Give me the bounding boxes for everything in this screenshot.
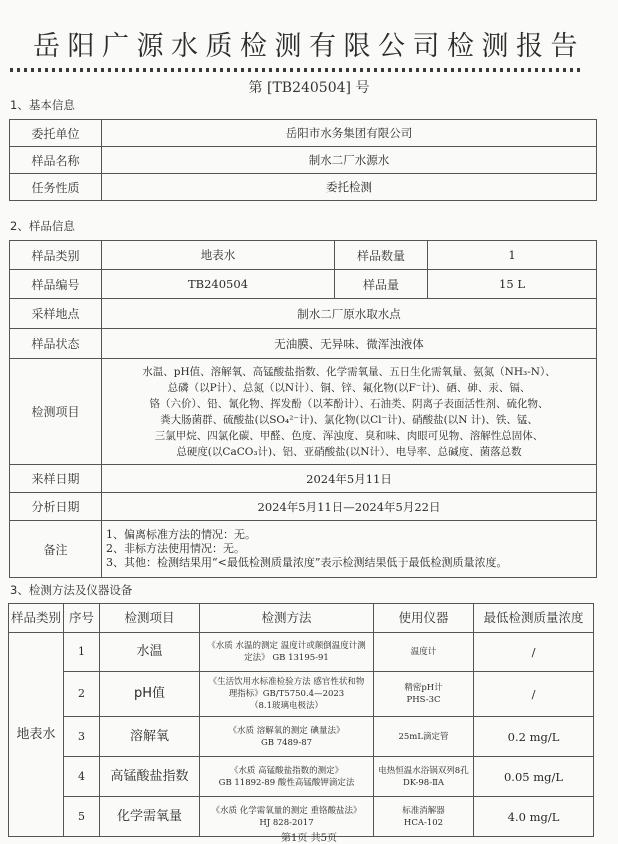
row-min-conc: 0.2 mg/L — [474, 717, 594, 757]
task-nature-label: 任务性质 — [10, 174, 102, 201]
method-line: 《水质 水温的测定 温度计或颠倒温度计测 — [207, 641, 366, 651]
header-min-conc: 最低检测质量浓度 — [474, 604, 594, 633]
instrument-line: 标准消解器 — [402, 805, 445, 816]
row-item: 溶解氧 — [100, 717, 200, 757]
instrument-line: 精密pH计 — [404, 683, 443, 693]
test-items-line: 水温、pH值、溶解氧、高锰酸盐指数、化学需氧量、五日生化需氧量、氨氮（NH₃-N）、 — [142, 365, 556, 378]
sample-count-label: 样品数量 — [335, 241, 428, 270]
table-row — [10, 521, 597, 578]
row-instrument — [374, 717, 474, 757]
header-sample-type: 样品类别 — [9, 604, 64, 633]
dotted-divider — [10, 68, 580, 72]
row-min-conc: 4.0 mg/L — [474, 797, 594, 837]
test-items-line: 总磷（以P计）、总氮（以N计）、铜、锌、氟化物(以F⁻计)、硒、砷、汞、镉、 — [167, 381, 531, 394]
sample-volume-value: 15 L — [428, 270, 597, 299]
client-value: 岳阳市水务集团有限公司 — [102, 120, 597, 147]
basic-info-table — [9, 119, 597, 201]
analysis-date-value: 2024年5月11日—2024年5月22日 — [102, 493, 597, 521]
row-no: 4 — [64, 757, 100, 797]
header-instrument: 使用仪器 — [374, 604, 474, 633]
remark-line: 3、其他：检测结果用“<最低检测质量浓度”表示检测结果低于最低检测质量浓度。 — [106, 556, 508, 569]
table-row — [10, 493, 597, 521]
method-line: 定法》 GB 13195-91 — [244, 653, 329, 663]
client-label: 委托单位 — [10, 120, 102, 147]
section-basic-info-title: 1、基本信息 — [10, 98, 75, 112]
instrument-line: HCA-102 — [403, 817, 444, 828]
table-header-row — [9, 604, 594, 633]
instrument-line: PHS-3C — [406, 695, 441, 705]
state-value: 无油膜、无异味、微浑浊液体 — [102, 329, 597, 359]
test-items-line: 总硬度(以CaCO₃计)、铝、亚硝酸盐(以N计）、电导率、总碱度、菌落总数 — [176, 445, 522, 458]
method-line: 《水质 高锰酸盐指数的测定》 — [229, 765, 344, 776]
page-indicator: 第1页 共5页 — [281, 833, 337, 844]
table-row — [10, 120, 597, 147]
method-line: 《水质 化学需氧量的测定 重铬酸盐法》 — [211, 805, 362, 816]
table-row — [9, 717, 594, 757]
table-row — [10, 299, 597, 329]
instrument-line: 电热恒温水浴锅双列8孔 — [378, 765, 469, 776]
method-line: GB 7489-87 — [260, 737, 313, 748]
method-line: HJ 828-2017 — [259, 817, 314, 828]
sample-id-value: TB240504 — [102, 270, 335, 299]
header-no: 序号 — [64, 604, 100, 633]
row-min-conc: / — [474, 633, 594, 672]
method-line: 《水质 溶解氧的测定 碘量法》 — [228, 725, 345, 736]
row-method — [200, 672, 374, 717]
sample-category-cell: 地表水 — [9, 633, 64, 837]
test-items-line: 铬（六价）、铅、氰化物、挥发酚（以苯酚计）、石油类、阴离子表面活性剂、硫化物、 — [149, 397, 549, 410]
row-item: 化学需氧量 — [100, 797, 200, 837]
location-value: 制水二厂原水取水点 — [102, 299, 597, 329]
table-row — [10, 465, 597, 493]
sample-type-label: 样品类别 — [10, 241, 102, 270]
sample-count-value: 1 — [428, 241, 597, 270]
table-row — [9, 757, 594, 797]
table-row — [10, 147, 597, 174]
methods-table — [8, 603, 594, 837]
remarks-label: 备注 — [10, 521, 102, 578]
row-instrument — [374, 672, 474, 717]
section-methods-title: 3、检测方法及仪器设备 — [10, 583, 133, 597]
test-items-value — [102, 359, 597, 465]
row-no: 5 — [64, 797, 100, 837]
method-line: 理指标》GB/T5750.4—2023 — [228, 689, 345, 699]
remarks-value — [102, 521, 597, 578]
state-label: 样品状态 — [10, 329, 102, 359]
row-no: 2 — [64, 672, 100, 717]
row-no: 1 — [64, 633, 100, 672]
test-items-line: 粪大肠菌群、硫酸盐(以SO₄²⁻计)、氯化物(以Cl⁻计)、硝酸盐(以N 计)、铁、锰、 — [160, 413, 538, 426]
method-line: （8.1玻璃电极法） — [249, 701, 324, 711]
row-min-conc: / — [474, 672, 594, 717]
remark-line: 1、偏离标准方法的情况：无。 — [106, 528, 256, 541]
row-item: pH值 — [100, 672, 200, 717]
table-row — [10, 270, 597, 299]
arrival-date-value: 2024年5月11日 — [102, 465, 597, 493]
sample-id-label: 样品编号 — [10, 270, 102, 299]
table-row — [10, 241, 597, 270]
method-line: GB 11892-89 酸性高锰酸钾滴定法 — [218, 777, 355, 788]
remark-line: 2、非标方法使用情况：无。 — [106, 542, 245, 555]
row-method — [200, 717, 374, 757]
table-row — [10, 329, 597, 359]
row-min-conc: 0.05 mg/L — [474, 757, 594, 797]
sample-name-label: 样品名称 — [10, 147, 102, 174]
report-number: 第 [TB240504] 号 — [248, 80, 370, 96]
sample-volume-label: 样品量 — [335, 270, 428, 299]
location-label: 采样地点 — [10, 299, 102, 329]
row-no: 3 — [64, 717, 100, 757]
sample-name-value: 制水二厂水源水 — [102, 147, 597, 174]
instrument-line: DK-98-ⅡA — [402, 777, 445, 788]
row-item: 水温 — [100, 633, 200, 672]
table-row — [10, 174, 597, 201]
section-sample-info-title: 2、样品信息 — [10, 219, 75, 233]
sample-info-table — [9, 240, 597, 578]
table-row — [10, 359, 597, 465]
task-nature-value: 委托检测 — [102, 174, 597, 201]
test-items-line: 三氯甲烷、四氯化碳、甲醛、色度、浑浊度、臭和味、肉眼可见物、溶解性总固体、 — [154, 429, 544, 442]
row-method — [200, 633, 374, 672]
arrival-date-label: 来样日期 — [10, 465, 102, 493]
row-instrument — [374, 633, 474, 672]
row-item: 高锰酸盐指数 — [100, 757, 200, 797]
instrument-line: 温度计 — [410, 647, 437, 657]
analysis-date-label: 分析日期 — [10, 493, 102, 521]
method-line: 《生活饮用水标准检验方法 感官性状和物 — [208, 677, 365, 687]
table-row — [9, 672, 594, 717]
report-title: 岳阳广源水质检测有限公司检测报告 — [33, 31, 585, 62]
instrument-line: 25mL滴定管 — [398, 731, 449, 742]
sample-type-value: 地表水 — [102, 241, 335, 270]
header-item: 检测项目 — [100, 604, 200, 633]
table-row — [9, 633, 594, 672]
test-items-label: 检测项目 — [10, 359, 102, 465]
row-method — [200, 757, 374, 797]
row-instrument — [374, 757, 474, 797]
header-method: 检测方法 — [200, 604, 374, 633]
